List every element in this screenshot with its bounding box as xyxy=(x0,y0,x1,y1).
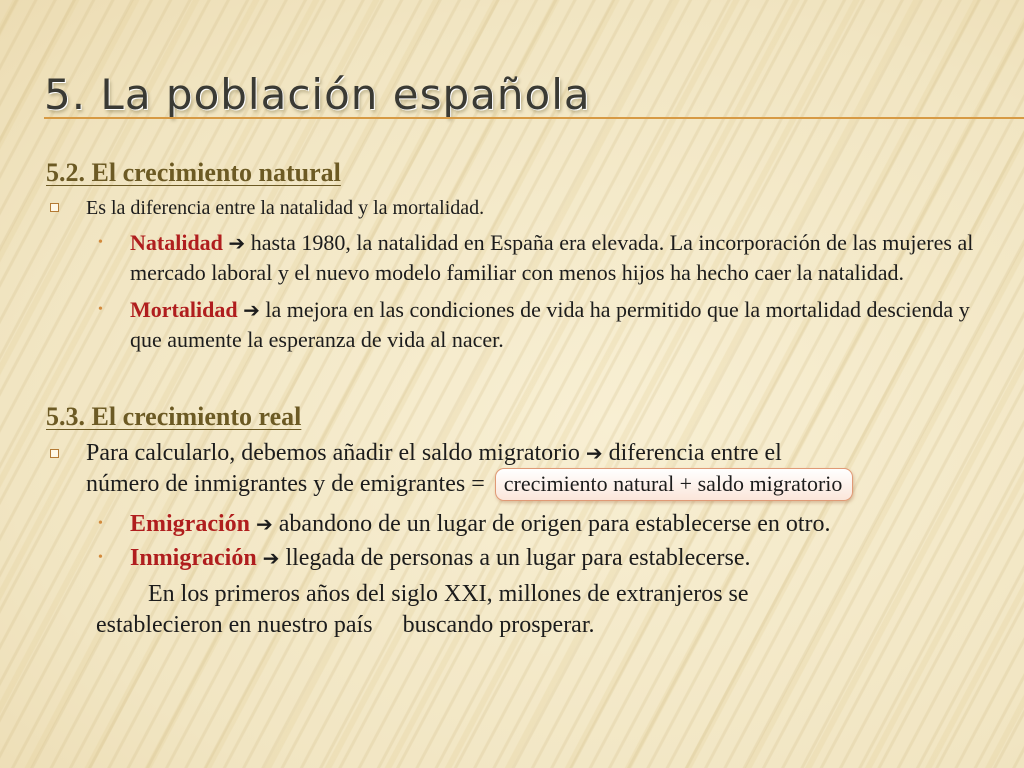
dot-bullet-icon: • xyxy=(98,235,103,250)
right-arrow-icon: ➔ xyxy=(585,441,603,465)
list-item-mortalidad xyxy=(46,295,996,354)
list-item-emigracion xyxy=(46,507,996,541)
inmigracion-text: llegada de personas a un lugar para establecerse. xyxy=(285,545,751,571)
list-item-inmigracion xyxy=(46,541,996,575)
section-heading-real-growth: 5.3. El crecimiento real xyxy=(46,402,302,431)
dot-bullet-icon: • xyxy=(98,302,103,317)
square-bullet-icon xyxy=(50,203,59,212)
term-natalidad: Natalidad xyxy=(130,230,223,255)
right-arrow-icon: ➔ xyxy=(262,546,280,570)
term-emigracion: Emigración xyxy=(130,511,250,537)
square-bullet-icon xyxy=(50,449,59,458)
formula-callout: crecimiento natural + saldo migratorio xyxy=(495,468,854,501)
title-divider xyxy=(44,117,1024,119)
definition-natural-growth: Es la diferencia entre la natalidad y la mortalidad. xyxy=(46,194,996,222)
term-mortalidad: Mortalidad xyxy=(130,297,238,322)
dot-bullet-icon: • xyxy=(98,550,103,565)
closing-paragraph: En los primeros años del siglo XXI, millones de extranjeros se establecieron en nuestro país buscando prosperar. xyxy=(96,581,749,638)
right-arrow-icon: ➔ xyxy=(243,298,260,322)
term-inmigracion: Inmigración xyxy=(130,545,257,571)
natalidad-text: hasta 1980, la natalidad en España era elevada. La incorporación de las mujeres al mercado laboral y el nuevo modelo familiar con menos hijos ha hecho caer la natalidad. xyxy=(130,230,974,285)
slide-title: 5. La población española xyxy=(44,70,591,119)
slide-content xyxy=(46,156,996,641)
list-item-natalidad xyxy=(46,228,996,287)
definition-real-growth: Para calcularlo, debemos añadir el saldo migratorio ➔ diferencia entre el número de inmigrantes y de emigrantes = crecimiento natural + saldo migratorio xyxy=(46,438,996,501)
section-heading-natural-growth: 5.2. El crecimiento natural xyxy=(46,158,341,187)
right-arrow-icon: ➔ xyxy=(228,231,246,255)
mortalidad-text: la mejora en las condiciones de vida ha permitido que la mortalidad descienda y que aumente la esperanza de vida al nacer. xyxy=(130,297,970,352)
right-arrow-icon: ➔ xyxy=(256,512,273,536)
emigracion-text: abandono de un lugar de origen para establecerse en otro. xyxy=(278,511,831,537)
dot-bullet-icon: • xyxy=(98,516,103,531)
